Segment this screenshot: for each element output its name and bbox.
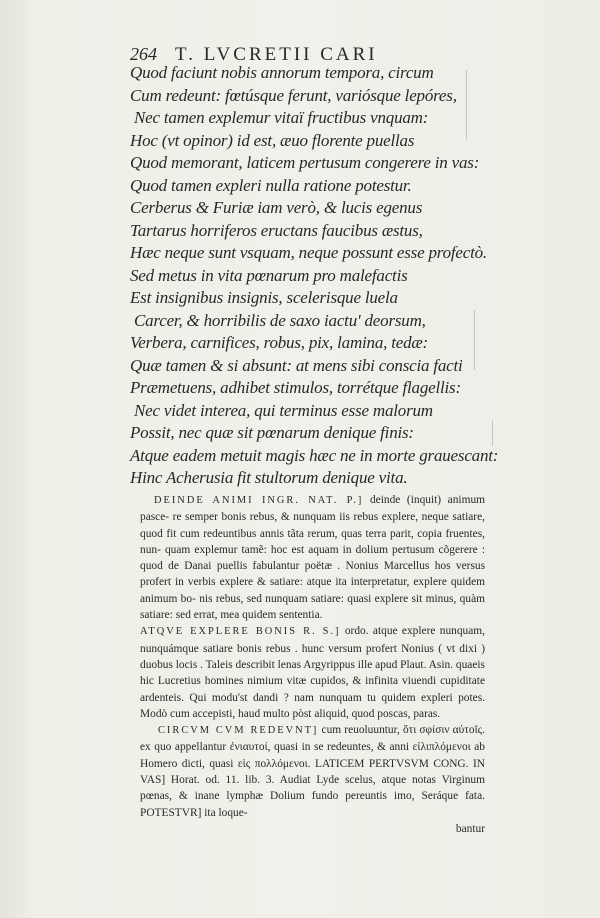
verse-line: Hinc Acherusia fit stultorum denique vita. [130,468,408,487]
verse-line: Cerberus & Furiæ iam verò, & lucis egenus [130,198,423,217]
commentary-text: deinde (inquit) animum pasce- re semper bonis rebus, & nunquam iis rebus explere, neque satiare, quod fit cum redeuntibus annis tãta rerum, quas terra parit, copia fruentes, nun- quam explemur tamẽ: hoc est aquam in dolium pertusum cõgerere : quod de Danai puellis fabulantur poëtæ . Nonius Marcellus hos versus profert in verbis explere & satiare: atque ita interpretatur, explere quidem animum bo- nis rebus, sed nunquam satiare: quasi explere sit minus, quàm satiare: sed errat, mea quidem sententia. [140,494,486,622]
lemma: ATQVE EXPLERE BONIS R. S.] [140,626,341,638]
commentary-paragraph [140,492,485,623]
verse-line: Possit, nec quæ sit pœnarum denique finis: [130,423,414,442]
running-title: T. LVCRETII CARI [175,44,378,65]
verse-block [130,62,499,490]
verse-line: Nec tamen explemur vitaï fructibus vnquam: [134,108,429,127]
verse-line: Carcer, & horribilis de saxo iactu' deorsum, [134,310,426,330]
verse-line: Est insignibus insignis, scelerisque luela [130,288,398,307]
verse-line: Sed metus in vita pœnarum pro malefactis [130,265,408,285]
commentary-text: ordo. atque explere nunquam, nunquámque satiare bonis rebus . hunc versum profert Nonius ( vt dixi ) duobus locis . Taleis describit lenas Argyrippus ille apud Plaut. Asin. quaeis hic Lucretius homines nimium vitæ cupidos, & infinita viuendi cupiditate ardenteis. Qui modu'st dandi ? nam nunquam tu quidem expleri potes. Modò cum accepisti, haud multo pòst aliquid, quod poscas, paras. [140,625,486,720]
margin-rule [466,70,467,140]
verse-line: Quæ tamen & si absunt: at mens sibi conscia facti [130,355,463,375]
verse-line: Præmetuens, adhibet stimulos, torrétque flagellis: [130,378,461,397]
commentary-paragraph [140,623,485,722]
page-number: 264 [130,44,157,64]
verse-line: Hoc (vt opinor) id est, æuo florente puellas [130,130,415,150]
verse-line: Quod memorant, laticem pertusum congerere in vas: [130,153,480,172]
commentary-paragraph [140,722,485,821]
verse-line: Quod faciunt nobis annorum tempora, circum [130,63,434,82]
verse-line: Verbera, carnifices, robus, pix, lamina, tedæ: [130,333,429,352]
margin-rule [492,420,493,446]
verse-line: Hæc neque sunt vsquam, neque possunt esse profectò. [130,243,487,262]
lemma: DEINDE ANIMI INGR. NAT. P.] [154,495,364,506]
commentary-block [140,492,485,837]
verse-line: Nec videt interea, qui terminus esse malorum [134,400,433,420]
margin-rule [474,310,475,370]
verse-line: Cum redeunt: fœtúsque ferunt, variósque lepóres, [130,85,457,105]
verse-line: Quod tamen expleri nulla ratione potestur. [130,175,412,195]
trailing-word: bantur [455,822,485,835]
commentary-text: cum reuoluuntur, ὅτι σφίσιν αὐτοῖς. ex quo appellantur ἐνιαυτοί, quasi in se redeuntes, & anni εἰλιπλόμενοι ab Homero dicti, quasi εἰς πολλόμενοι. LATICEM PERTVSVM CONG. IN VAS] Horat. od. 11. lib. 3. Audiat Lyde scelus, atque notas Virginum pœnas, & inane lymphæ Dolium fundo pereuntis imo, Seráque fata. POTESTVR] ita loque- [140,724,485,819]
verse-line: Tartarus horriferos eructans faucibus æstus, [130,220,423,240]
lemma: CIRCVM CVM REDEVNT] [158,725,319,737]
verse-line: Atque eadem metuit magis hæc ne in morte grauescant: [130,445,499,465]
